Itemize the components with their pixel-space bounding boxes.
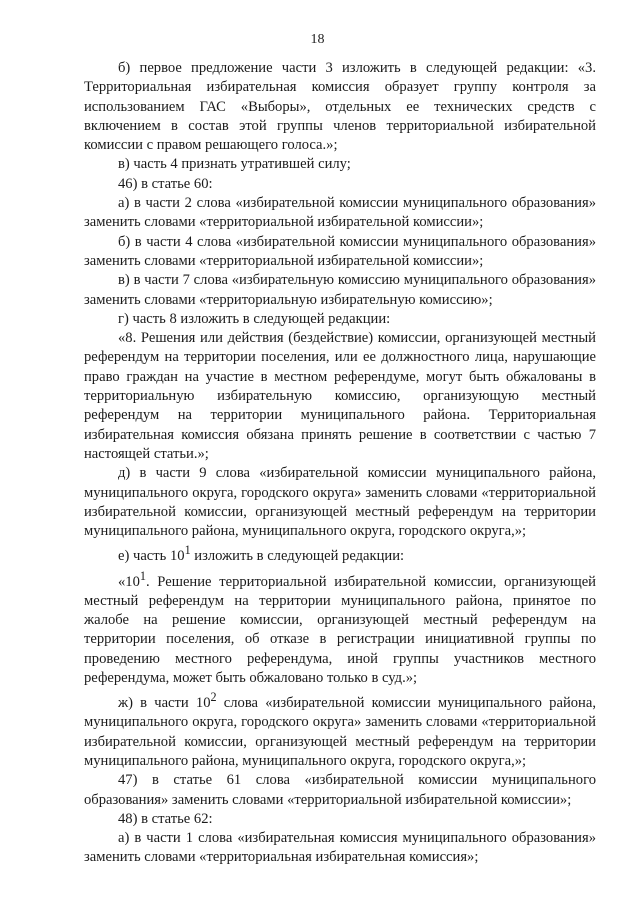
- paragraph: б) первое предложение части 3 изложить в следующей редакции: «3. Территориальная избирательная комиссия образует группу контроля за использованием ГАС «Выборы», отдельных ее технических средств с включением в состав этой группы членов территориальной избирательной комиссии с правом решающего голоса.»;: [84, 60, 596, 154]
- page-number: 18: [310, 32, 325, 47]
- paragraph: д) в части 9 слова «избирательной комиссии муниципального района, муниципального округа, городского округа» заменить словами «территориальной избирательной комиссии, организующей местный референдум на территории муниципального района, муниципального округа, городского округа,»;: [84, 465, 596, 540]
- paragraph-zh-text: ж) в части 10: [118, 695, 211, 712]
- paragraph-10-1-text: «10: [118, 573, 140, 590]
- paragraph-e: [84, 541, 596, 566]
- paragraph-10-1: [84, 567, 596, 689]
- paragraph: в) часть 4 признать утратившей силу;: [118, 156, 351, 173]
- paragraph-10-1-text-end: . Решение территориальной избирательной комиссии, организующей местный референдум на территории муниципального района, принятое по жалобе на решение комиссии, организующей местный референдум на территории поселения, об отказе в регистрации инициативной группы по проведению местного референдума, иной группы участников местного референдума, может быть обжаловано только в суд.»;: [84, 573, 596, 686]
- superscript: 2: [210, 690, 217, 705]
- paragraph: в) в части 7 слова «избирательную комиссию муниципального образования» заменить словами «территориальную избирательную комиссию»;: [84, 272, 596, 308]
- paragraph: 46) в статье 60:: [118, 175, 213, 192]
- superscript: 1: [139, 568, 146, 583]
- paragraph-e-text: е) часть 10: [118, 548, 185, 565]
- paragraph: г) часть 8 изложить в следующей редакции:: [118, 310, 391, 327]
- superscript: 1: [184, 543, 191, 558]
- paragraph: 47) в статье 61 слова «избирательной комиссии муниципального образования» заменить словами «территориальной избирательной комиссии»;: [84, 772, 596, 808]
- paragraph: а) в части 2 слова «избирательной комиссии муниципального образования» заменить словами «территориальной избирательной комиссии»;: [84, 195, 596, 231]
- document-body: [84, 59, 596, 868]
- paragraph: а) в части 1 слова «избирательная комиссия муниципального образования» заменить словами «территориальная избирательная комиссия»;: [84, 830, 596, 866]
- paragraph: «8. Решения или действия (бездействие) комиссии, организующей местный референдум на территории поселения, или ее должностного лица, нарушающие право граждан на участие в местном референдуме, могут быть обжалованы в территориальную избирательную комиссию, организующую местный референдум на территории муниципального района. Территориальная избирательная комиссия обязана принять решение в соответствии с частью 7 настоящей статьи.»;: [84, 330, 596, 462]
- paragraph-zh: [84, 688, 596, 771]
- paragraph-zh-text-end: слова «избирательной комиссии муниципального района, муниципального округа, городского округа» заменить словами «территориальной избирательной комиссии, организующей местный референдум на территории муниципального района, муниципального округа, городского округа,»;: [84, 695, 596, 769]
- paragraph: б) в части 4 слова «избирательной комиссии муниципального образования» заменить словами «территориальной избирательной комиссии»;: [84, 233, 596, 269]
- paragraph: 48) в статье 62:: [118, 810, 213, 827]
- paragraph-e-text-end: изложить в следующей редакции:: [190, 548, 405, 565]
